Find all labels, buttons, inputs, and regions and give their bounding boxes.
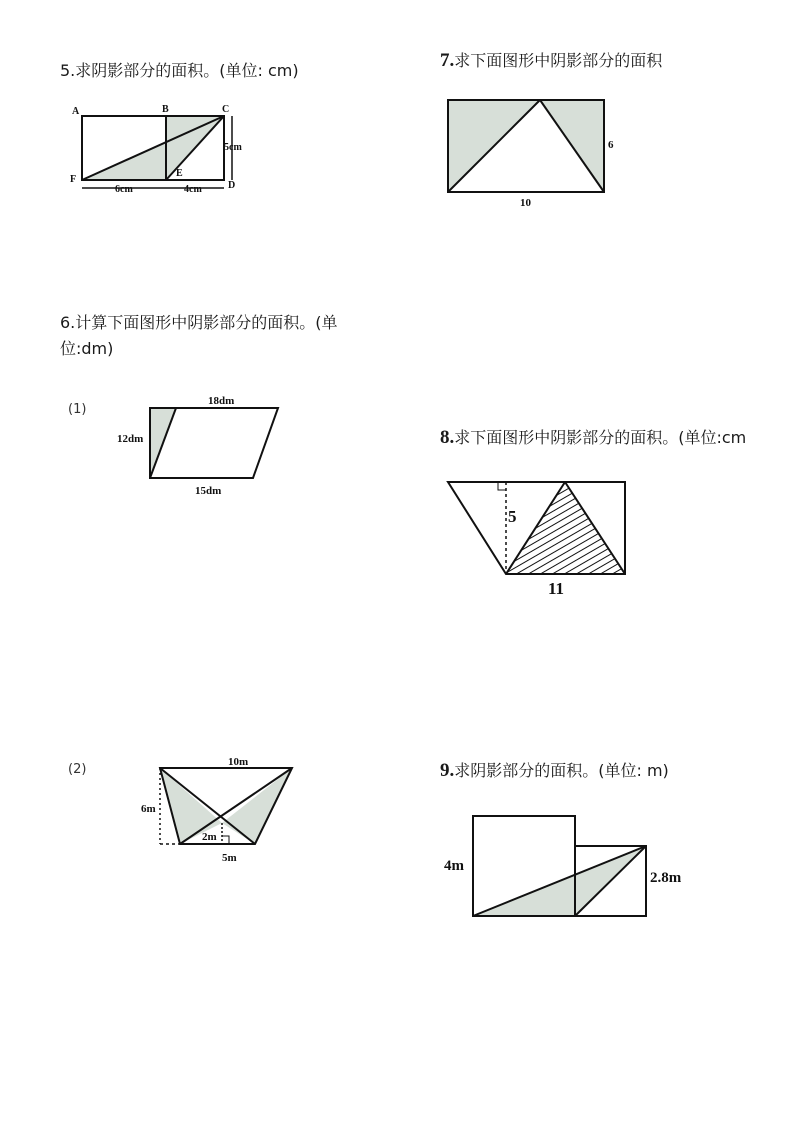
q8-text: 求下面图形中阴影部分的面积。(单位:cm <box>454 428 747 447</box>
q9-number: 9. <box>440 760 455 781</box>
q7-label-right: 6 <box>608 139 614 151</box>
q6-2-label-bottom: 5m <box>222 852 237 864</box>
question-7-text <box>440 48 662 74</box>
q6-2-right-angle-mark <box>222 836 229 844</box>
q5-label-c: C <box>222 104 230 115</box>
q8-number: 8. <box>440 427 455 448</box>
q6-2-shaded-right <box>222 768 292 844</box>
q6-2-label-inner: 2m <box>202 831 217 843</box>
q5-label-b: B <box>162 104 169 115</box>
q6-sub2-tag: (2) <box>68 762 87 777</box>
q6-2-label-left: 6m <box>141 803 156 815</box>
question-6-text-line2: 位:dm) <box>60 339 114 358</box>
q9-label-left: 4m <box>444 858 464 874</box>
question-5-figure <box>60 100 250 200</box>
question-5-text: 5.求阴影部分的面积。(单位: cm) <box>60 61 299 80</box>
q8-right-angle-mark <box>498 482 506 490</box>
q7-text: 求下面图形中阴影部分的面积 <box>454 51 663 70</box>
question-9-text <box>440 758 669 784</box>
question-7-figure <box>440 92 630 212</box>
q9-text: 求阴影部分的面积。(单位: m) <box>454 761 669 780</box>
q5-label-a: A <box>72 106 80 117</box>
q6-1-label-left: 12dm <box>117 433 144 445</box>
q6-1-label-top: 18dm <box>208 395 235 407</box>
q5-label-f: F <box>70 174 77 185</box>
question-6-2-figure <box>130 752 310 872</box>
question-9-figure <box>440 808 690 928</box>
q5-label-e: E <box>176 168 183 179</box>
question-8-figure <box>440 472 640 602</box>
question-8-text <box>440 425 746 451</box>
q5-label-fe: 6cm <box>115 184 133 195</box>
question-6-1-figure <box>110 392 300 502</box>
q6-1-label-bottom: 15dm <box>195 485 222 497</box>
q6-2-label-top: 10m <box>228 756 249 768</box>
q8-shaded-triangle <box>506 482 625 574</box>
q6-sub1-tag: (1) <box>68 402 87 417</box>
q7-number: 7. <box>440 50 455 71</box>
q7-label-bottom: 10 <box>520 197 531 209</box>
question-6-text-line1: 6.计算下面图形中阴影部分的面积。(单 <box>60 313 338 332</box>
q5-label-d: D <box>228 180 236 191</box>
q5-label-height: 5cm <box>224 142 242 153</box>
q8-label-bottom: 11 <box>548 579 565 598</box>
q8-label-height: 5 <box>508 507 517 526</box>
q5-label-ed: 4cm <box>184 184 202 195</box>
q9-label-right: 2.8m <box>650 870 682 886</box>
